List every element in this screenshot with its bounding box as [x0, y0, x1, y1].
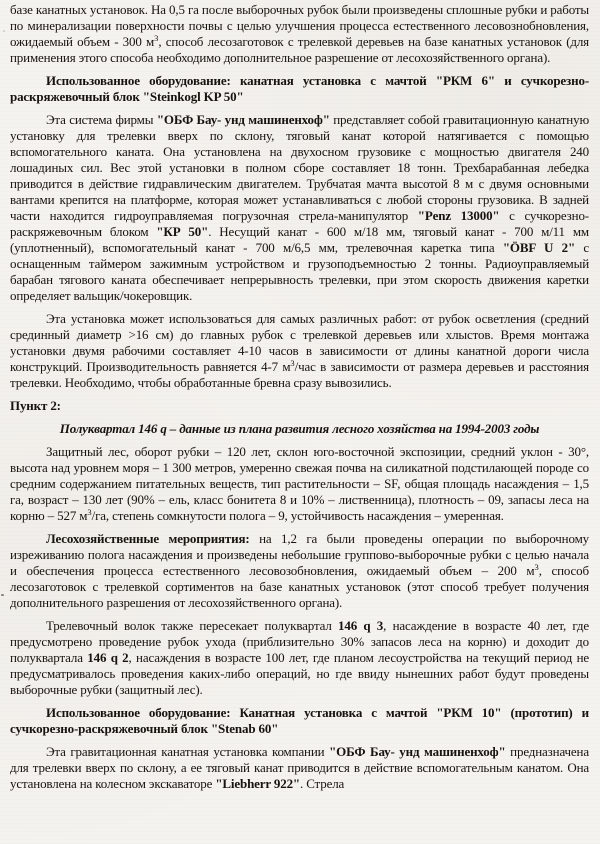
emphasized-text-run: Полуквартал 146 q – данные из плана развития лесного хозяйства на 1994-2003 годы [59, 421, 540, 436]
emphasized-text-run: Использованное оборудование: Канатная установка с мачтой "РКМ 10" (прототип) и сучкорезно-раскряжевочный блок "Stenab 60" [10, 705, 589, 736]
paragraph-continuation-clear-felling [10, 2, 589, 66]
emphasized-text-run: "ÖBF U 2" [502, 240, 576, 255]
text-run: Эта гравитационная канатная установка компании [46, 744, 330, 759]
text-run: , способ лесозаготовок с трелевкой сортиментов на базе канатных установок (этот способ требует получения дополнительного разрешения от лесохозяйственного органа). [10, 563, 589, 610]
emphasized-text-run: "Liebherr 922" [215, 776, 300, 791]
superscript: 3 [87, 507, 92, 517]
text-run: Эта система фирмы [46, 112, 157, 127]
paragraph-stand-description-146q [10, 444, 589, 524]
text-run: Эта установка может использоваться для самых различных работ: от рубок осветления (средний срединный диаметр >16 см) до главных рубок с трелевкой деревьев или хлыстов. Время монтажа установки двумя рабочими составляет 4-10 часов в зависимости от длины канатной дороги числа конструкций. Производительность равняется 4-7 м [10, 311, 589, 374]
paragraph-system-description-rkm6 [10, 112, 589, 304]
heading-punkt-2 [10, 398, 589, 414]
text-run: представляет собой гравитационную канатную установку для трелевки вверх по склону, тяговый канат которой натягивается с помощью вспомогательного каната. Она установлена на двухосном грузовике с мощностью двигателя 240 лошадиных сил. Вес этой установки в полном сборе составляет 18 тонн. Трехбарабанная лебедка приводится в действие гидравлическим двигателем. Трубчатая мачта высотой 8 м с двумя основными вантами крепится на платформе, которая может устанавливаться с любой стороны грузовика. В задней части находится гидроуправляемая погрузочная стрела-манипулятор [10, 112, 590, 223]
emphasized-text-run: "Penz 13000" [417, 208, 500, 223]
heading-equipment-rkm10 [10, 705, 589, 737]
emphasized-text-run: 146 q 3 [338, 618, 384, 633]
text-run: на 1,2 га были проведены операции по выборочному изреживанию полога насаждения и произведены небольшие группово-выборочные рубки с целью начала и обеспечения процесса естественного лесовозобновления, ожидаемый объем – 200 м [10, 531, 589, 578]
text-run: Трелевочный волок также пересекает полуквартал [46, 618, 339, 633]
text-run: Защитный лес, оборот рубки – 120 лет, склон юго-восточной экспозиции, средний уклон - 30°, высота над уровнем моря – 1 300 метров, умеренно свежая почва на силикатной подстилающей породе со средним содержанием питательных веществ, тип растительности – SF, общая площадь насаждения – 1,5 га, возраст – 130 лет (90% – ель, класс бонитета 8 и 10% – лиственница), плотность – 09, запасы леса на корню – 527 м [10, 444, 589, 523]
emphasized-text-run: "КР 50" [156, 224, 209, 239]
text-run: предназначена для трелевки вверх по склону, а ее тяговый канат приводится в действие вспомогательным канатом. Она установлена на колесном экскаваторе [10, 744, 589, 791]
emphasized-text-run: Лесохозяйственные мероприятия: [46, 531, 250, 546]
superscript: 3 [534, 562, 539, 572]
text-run: с сучкорезно-раскряжевочным блоком [10, 208, 589, 239]
emphasized-text-run: Использованное оборудование: канатная установка с мачтой "РКМ 6" и сучкорезно-раскряжевочный блок "Steinkogl KP 50" [10, 73, 589, 104]
text-run: /га, степень сомкнутости полога – 9, устойчивость насаждения – умеренная. [91, 508, 504, 523]
subsection-title-146q [10, 421, 589, 437]
text-run: , способ лесозаготовок с трелевкой деревьев на базе канатных установок (для применения этого способа необходимо дополнительное разрешение от лесохозяйственного органа). [10, 34, 589, 65]
text-run: базе канатных установок. На 0,5 га после выборочных рубок были произведены сплошные рубки и работы по минерализации поверхности почвы с целью улучшения процесса естественного лесовознобновления, ожидаемый объем - 300 м [10, 2, 589, 49]
text-run: /час в зависимости от размера деревьев и расстояния трелевки. Необходимо, чтобы обработанные бревна сразу вывозились. [10, 359, 589, 390]
emphasized-text-run: Пункт 2: [10, 398, 61, 413]
text-run: . Стрела [300, 776, 345, 791]
emphasized-text-run: "ОБФ Бау- унд машиненхоф" [156, 112, 330, 127]
paragraph-forestry-measures [10, 531, 589, 611]
scan-artifact [3, 30, 5, 32]
emphasized-text-run: 146 q 2 [87, 650, 129, 665]
superscript: 3 [154, 33, 159, 43]
emphasized-text-run: "ОБФ Бау- унд машиненхоф" [329, 744, 506, 759]
paragraph-usage-productivity-rkm6 [10, 311, 589, 391]
scan-artifact [1, 594, 4, 596]
text-run: с оснащенным таймером зажимным устройством и грузоподъемностью 2 тонны. Радиоуправляемый барабан тягового каната обеспечивает непрерывность трелевки, при этом скорость движения каретки определяет вальщик/чокеровщик. [10, 240, 589, 303]
heading-equipment-rkm6 [10, 73, 589, 105]
text-run: , насаждения в возрасте 100 лет, где планом лесоустройства на текущий период не предусматривалось проведения каких-либо операций, но где ввиду нынешних работ будут проведены выборочные рубки (защитный лес). [10, 650, 590, 697]
text-run: . Несущий канат - 600 м/18 мм, тяговый канат - 700 м/11 мм (уплотненный), вспомогательный канат - 700 м/6,5 мм, трелевочная каретка типа [10, 224, 589, 255]
text-run: , насаждение в возрасте 40 лет, где предусмотрено проведение рубок ухода (приблизительно 30% запасов леса на корню) и доходит до полуквартала [10, 618, 589, 665]
paragraph-skidding-trail [10, 618, 589, 698]
paragraph-system-description-rkm10 [10, 744, 589, 792]
superscript: 3 [290, 358, 295, 368]
